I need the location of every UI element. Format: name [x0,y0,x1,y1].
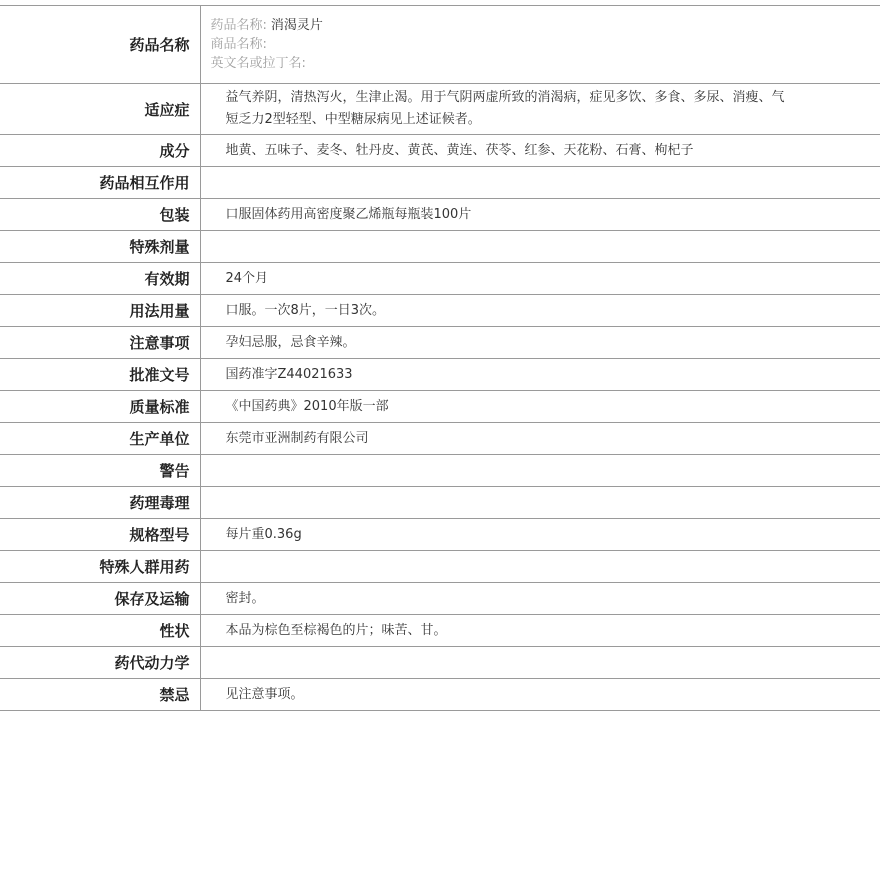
row-drug-name [0,6,880,84]
row-value: 密封。 [200,583,880,615]
row-packaging [0,199,880,231]
row-value [200,455,880,487]
generic-name-value: 消渴灵片 [270,18,323,33]
row-value: 益气养阴，清热泻火，生津止渴。用于气阴两虚所致的消渴病，症见多饮、多食、多尿、消瘦、气短乏力2型轻型、中型糖尿病见上述证候者。 [200,84,880,135]
drug-info-sheet [0,5,880,711]
row-value: 东莞市亚洲制药有限公司 [200,423,880,455]
row-label: 特殊剂量 [0,231,200,263]
row-label: 包装 [0,199,200,231]
row-label: 警告 [0,455,200,487]
row-label: 药理毒理 [0,487,200,519]
row-pharmacology-toxicology [0,487,880,519]
trade-name-key: 商品名称: [210,37,267,52]
row-label: 保存及运输 [0,583,200,615]
row-value: 本品为棕色至棕褐色的片；味苦、甘。 [200,615,880,647]
row-label: 禁忌 [0,679,200,711]
row-label: 药品相互作用 [0,167,200,199]
row-label: 注意事项 [0,327,200,359]
row-interactions [0,167,880,199]
row-value [200,647,880,679]
row-approval-number [0,359,880,391]
row-label: 药代动力学 [0,647,200,679]
row-label: 药品名称 [0,6,200,84]
row-value: 地黄、五味子、麦冬、牡丹皮、黄芪、黄连、茯苓、红参、天花粉、石膏、枸杞子 [200,135,880,167]
row-label: 用法用量 [0,295,200,327]
row-value: 孕妇忌服，忌食辛辣。 [200,327,880,359]
row-storage-transport [0,583,880,615]
row-value: 口服。一次8片，一日3次。 [200,295,880,327]
english-name-key: 英文名或拉丁名: [210,56,306,71]
row-label: 适应症 [0,84,200,135]
row-contraindications [0,679,880,711]
row-label: 质量标准 [0,391,200,423]
row-special-dosage [0,231,880,263]
row-value: 见注意事项。 [200,679,880,711]
english-name-line [211,54,880,73]
row-value: 24个月 [200,263,880,295]
drug-name-cell [200,6,880,84]
trade-name-line [211,35,880,54]
row-description [0,615,880,647]
row-special-populations [0,551,880,583]
generic-name-line [211,16,880,35]
row-indications [0,84,880,135]
row-label: 特殊人群用药 [0,551,200,583]
row-precautions [0,327,880,359]
generic-name-key: 药品名称: [210,18,267,33]
row-quality-standard [0,391,880,423]
drug-info-table [0,5,880,711]
row-value [200,167,880,199]
row-pharmacokinetics [0,647,880,679]
row-label: 有效期 [0,263,200,295]
row-label: 生产单位 [0,423,200,455]
row-ingredients [0,135,880,167]
row-label: 规格型号 [0,519,200,551]
row-label: 成分 [0,135,200,167]
row-usage-dosage [0,295,880,327]
row-value [200,231,880,263]
row-shelf-life [0,263,880,295]
row-label: 性状 [0,615,200,647]
row-warning [0,455,880,487]
row-value: 口服固体药用高密度聚乙烯瓶每瓶装100片 [200,199,880,231]
row-value [200,551,880,583]
row-manufacturer [0,423,880,455]
row-value [200,487,880,519]
row-value: 每片重0.36g [200,519,880,551]
row-value: 《中国药典》2010年版一部 [200,391,880,423]
row-specification [0,519,880,551]
row-value: 国药准字Z44021633 [200,359,880,391]
row-label: 批准文号 [0,359,200,391]
